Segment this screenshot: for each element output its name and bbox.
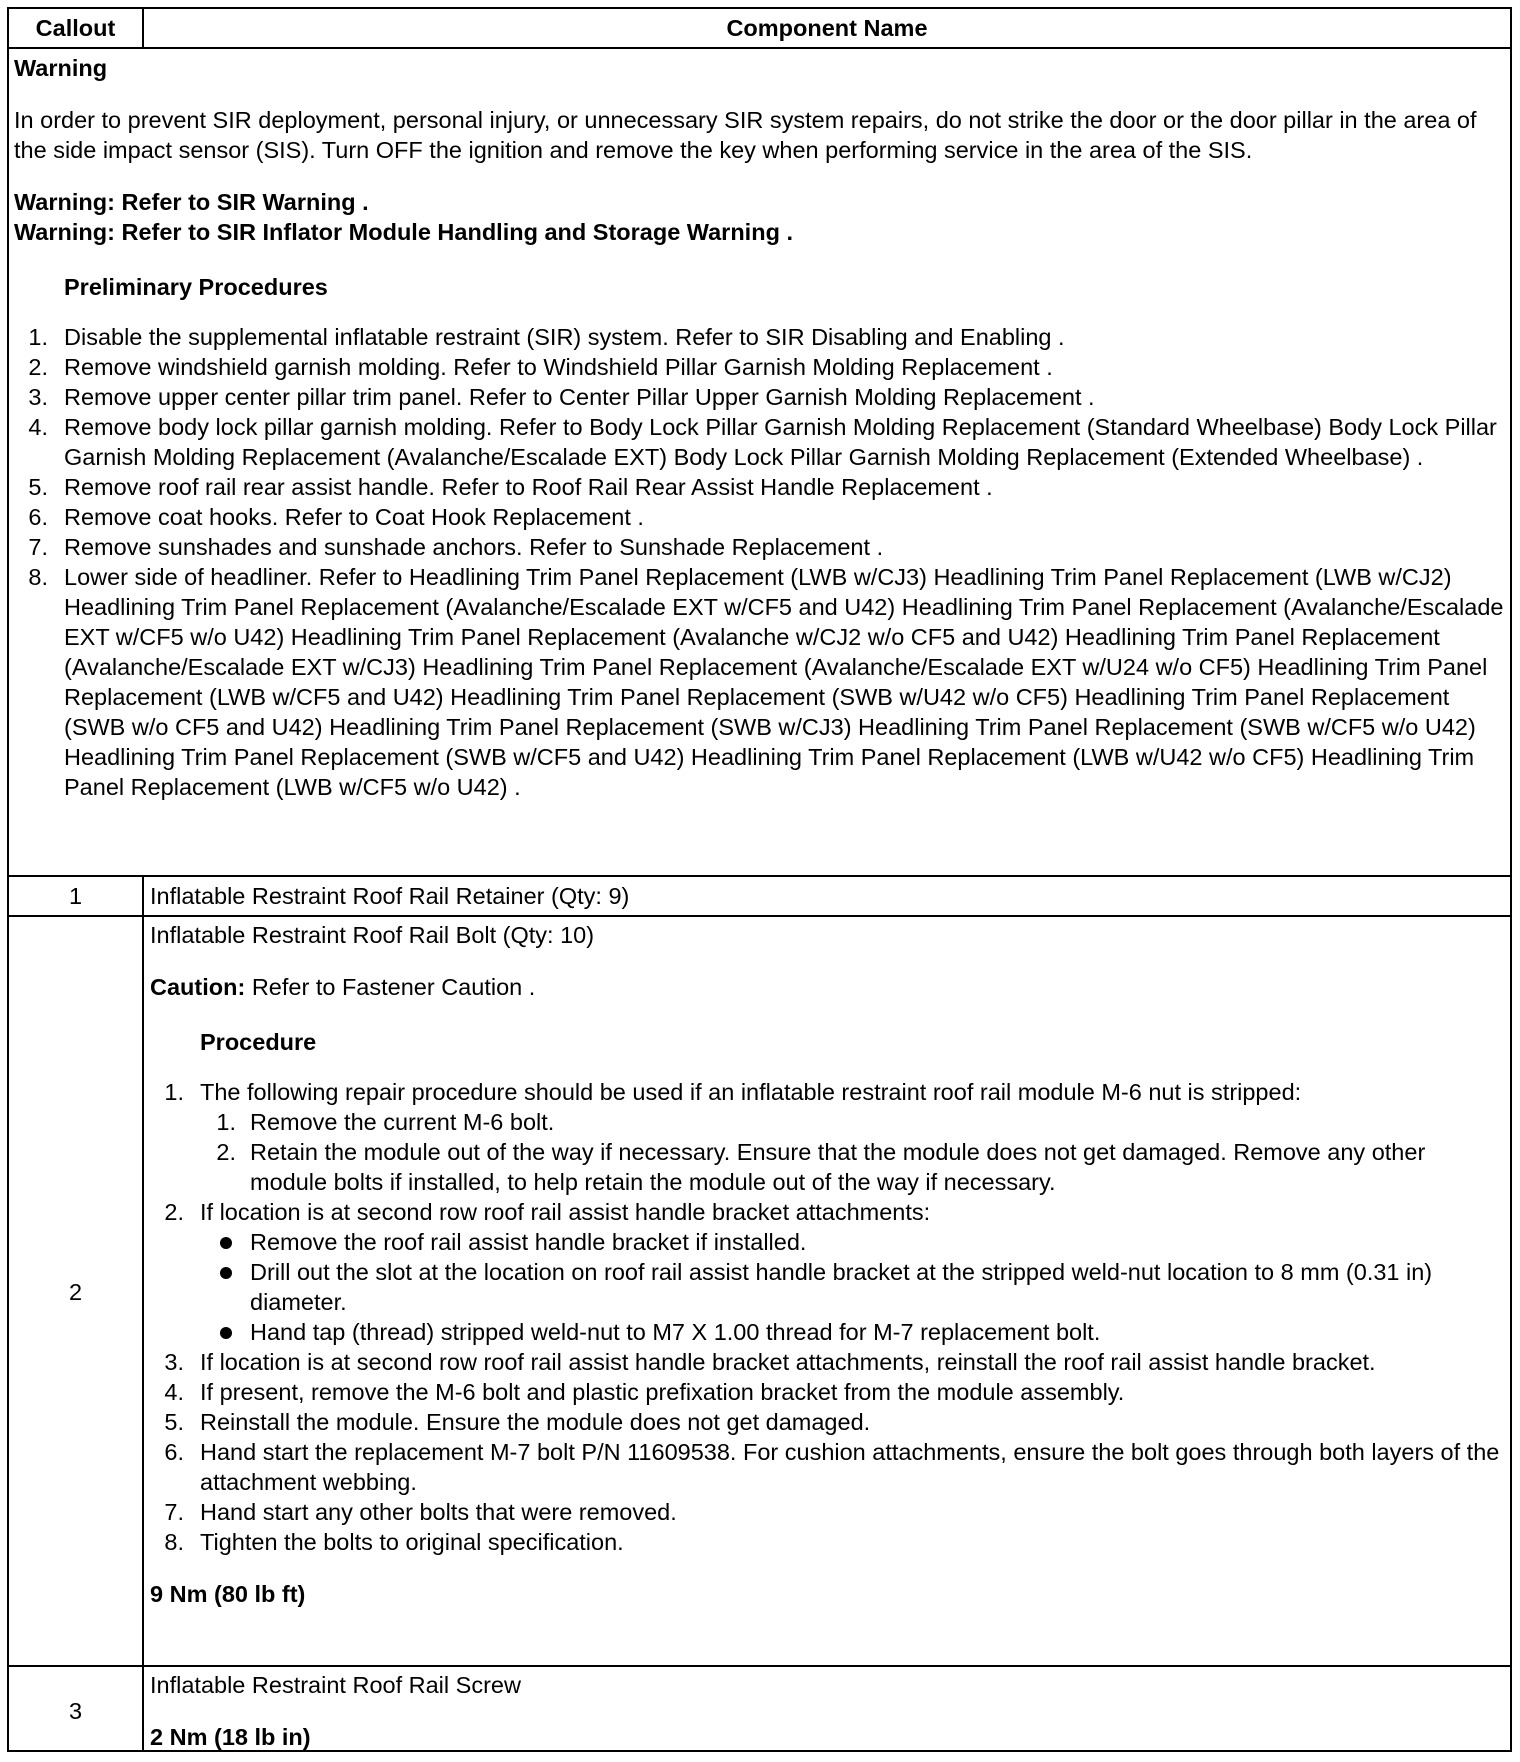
caution-note: Caution: Refer to Fastener Caution .	[150, 974, 536, 1000]
callout-number: 1	[68, 883, 83, 909]
list-item: 3. Remove upper center pillar trim panel. Refer to Center Pillar Upper Garnish Molding Replacement .	[28, 384, 1095, 410]
component-name: Inflatable Restraint Roof Rail Bolt (Qty: 10)	[150, 922, 595, 948]
list-item: 4. If present, remove the M-6 bolt and plastic prefixation bracket from the module assembly.	[164, 1379, 1125, 1405]
procedure-steps	[150, 1077, 1504, 1557]
component-name: Inflatable Restraint Roof Rail Retainer (Qty: 9)	[150, 883, 630, 909]
list-item: 2. Retain the module out of the way if necessary. Ensure that the module does not get damaged. Remove any other module bolts if installed, to help retain the module out of the way if necessary.	[216, 1139, 1426, 1195]
column-divider	[142, 1667, 144, 1752]
callout-number: 3	[68, 1698, 83, 1724]
component-name: Inflatable Restraint Roof Rail Screw	[150, 1672, 521, 1698]
callout-column-header: Callout	[35, 15, 116, 41]
list-item: 5. Remove roof rail rear assist handle. Refer to Roof Rail Rear Assist Handle Replacement .	[28, 474, 993, 500]
torque-spec: 2 Nm (18 lb in)	[150, 1724, 311, 1750]
list-item: 1. The following repair procedure should be used if an inflatable restraint roof rail module M-6 nut is stripped: 1. Remove the current M-6 bolt. 2. Retain the module out of the way if necessary. Ensure that the module does not get damaged. Remove any other module bolts if installed, to help retain the module out of the way if necessary.	[150, 1077, 1504, 1197]
list-item: Remove the roof rail assist handle bracket if installed.	[200, 1227, 1504, 1257]
list-item: 2. If location is at second row roof rail assist handle bracket attachments: Remove the roof rail assist handle bracket if installed. Drill out the slot at the location on roof rail assist handle bracket at the stripped weld-nut location to 8 mm (0.31 in) diameter. Hand tap (thread) stripped weld-nut to M7 X 1.00 thread for M-7 replacement bolt.	[150, 1197, 1504, 1347]
list-item: 5. Reinstall the module. Ensure the module does not get damaged.	[164, 1409, 871, 1435]
preliminary-steps	[14, 322, 1504, 802]
bullet-icon	[220, 1267, 232, 1279]
list-item: 6. Remove coat hooks. Refer to Coat Hook Replacement .	[28, 504, 644, 530]
component-table	[7, 7, 1512, 1752]
list-item: 1. Remove the current M-6 bolt.	[216, 1109, 555, 1135]
table-row	[9, 877, 1510, 917]
column-divider	[142, 9, 144, 49]
list-item: 4. Remove body lock pillar garnish molding. Refer to Body Lock Pillar Garnish Molding Replacement (Standard Wheelbase) Body Lock Pillar Garnish Molding Replacement (Avalanche/Escalade EXT) Body Lock Pillar Garnish Molding Replacement (Extended Wheelbase) .	[28, 414, 1497, 470]
bullet-icon	[220, 1327, 232, 1339]
component-details	[150, 920, 1504, 1609]
list-item: Drill out the slot at the location on roof rail assist handle bracket at the stripped weld-nut location to 8 mm (0.31 in) diameter.	[200, 1257, 1504, 1317]
table-row	[9, 917, 1510, 1665]
procedure-heading: Procedure	[200, 1029, 317, 1055]
list-item: 8. Lower side of headliner. Refer to Headlining Trim Panel Replacement (LWB w/CJ3) Headlining Trim Panel Replacement (LWB w/CJ2) Headlining Trim Panel Replacement (Avalanche/Escalade EXT w/CF5 and U42) Headlining Trim Panel Replacement (Avalanche/Escalade EXT w/CF5 w/o U42) Headlining Trim Panel Replacement (Avalanche w/CJ2 w/o CF5 and U42) Headlining Trim Panel Replacement (Avalanche/Escalade EXT w/CJ3) Headlining Trim Panel Replacement (Avalanche/Escalade EXT w/U24 w/o CF5) Headlining Trim Panel Replacement (LWB w/CF5 and U42) Headlining Trim Panel Replacement (SWB w/U42 w/o CF5) Headlining Trim Panel Replacement (SWB w/o CF5 and U42) Headlining Trim Panel Replacement (SWB w/CJ3) Headlining Trim Panel Replacement (SWB w/CF5 w/o U42) Headlining Trim Panel Replacement (SWB w/CF5 and U42) Headlining Trim Panel Replacement (LWB w/U42 w/o CF5) Headlining Trim Panel Replacement (LWB w/CF5 w/o U42) .	[28, 564, 1504, 800]
warning-text: In order to prevent SIR deployment, personal injury, or unnecessary SIR system repairs, do not strike the door or the door pillar in the area of the side impact sensor (SIS). Turn OFF the ignition and remove the key when performing service in the area of the SIS.	[14, 107, 1477, 163]
list-item: 7. Remove sunshades and sunshade anchors. Refer to Sunshade Replacement .	[28, 534, 884, 560]
table-header	[9, 9, 1510, 49]
warning-section	[9, 49, 1510, 875]
list-item: Hand tap (thread) stripped weld-nut to M7 X 1.00 thread for M-7 replacement bolt.	[200, 1317, 1504, 1347]
list-item: 2. Remove windshield garnish molding. Refer to Windshield Pillar Garnish Molding Replacement .	[28, 354, 1053, 380]
bullet-icon	[220, 1237, 232, 1249]
callout-number: 2	[68, 1279, 83, 1305]
torque-spec: 9 Nm (80 lb ft)	[150, 1581, 306, 1607]
list-item: 7. Hand start any other bolts that were removed.	[164, 1499, 677, 1525]
sub-steps	[200, 1107, 1504, 1197]
list-item: 6. Hand start the replacement M-7 bolt P/N 11609538. For cushion attachments, ensure the bolt goes through both layers of the attachment webbing.	[164, 1439, 1500, 1495]
column-divider	[142, 877, 144, 917]
sub-steps	[200, 1227, 1504, 1347]
list-item: 8. Tighten the bolts to original specification.	[164, 1529, 624, 1555]
preliminary-procedures-heading: Preliminary Procedures	[64, 274, 328, 300]
component-details	[150, 1670, 1504, 1752]
list-item: 1. Disable the supplemental inflatable restraint (SIR) system. Refer to SIR Disabling and Enabling .	[28, 324, 1065, 350]
list-item: 3. If location is at second row roof rail assist handle bracket attachments, reinstall the roof rail assist handle bracket.	[164, 1349, 1376, 1375]
table-row	[9, 1667, 1510, 1752]
warning-heading: Warning	[14, 55, 108, 81]
column-divider	[142, 917, 144, 1665]
sir-inflator-warning-ref: Warning: Refer to SIR Inflator Module Handling and Storage Warning .	[14, 219, 793, 245]
sir-warning-ref: Warning: Refer to SIR Warning .	[14, 189, 369, 215]
component-column-header: Component Name	[726, 15, 928, 41]
